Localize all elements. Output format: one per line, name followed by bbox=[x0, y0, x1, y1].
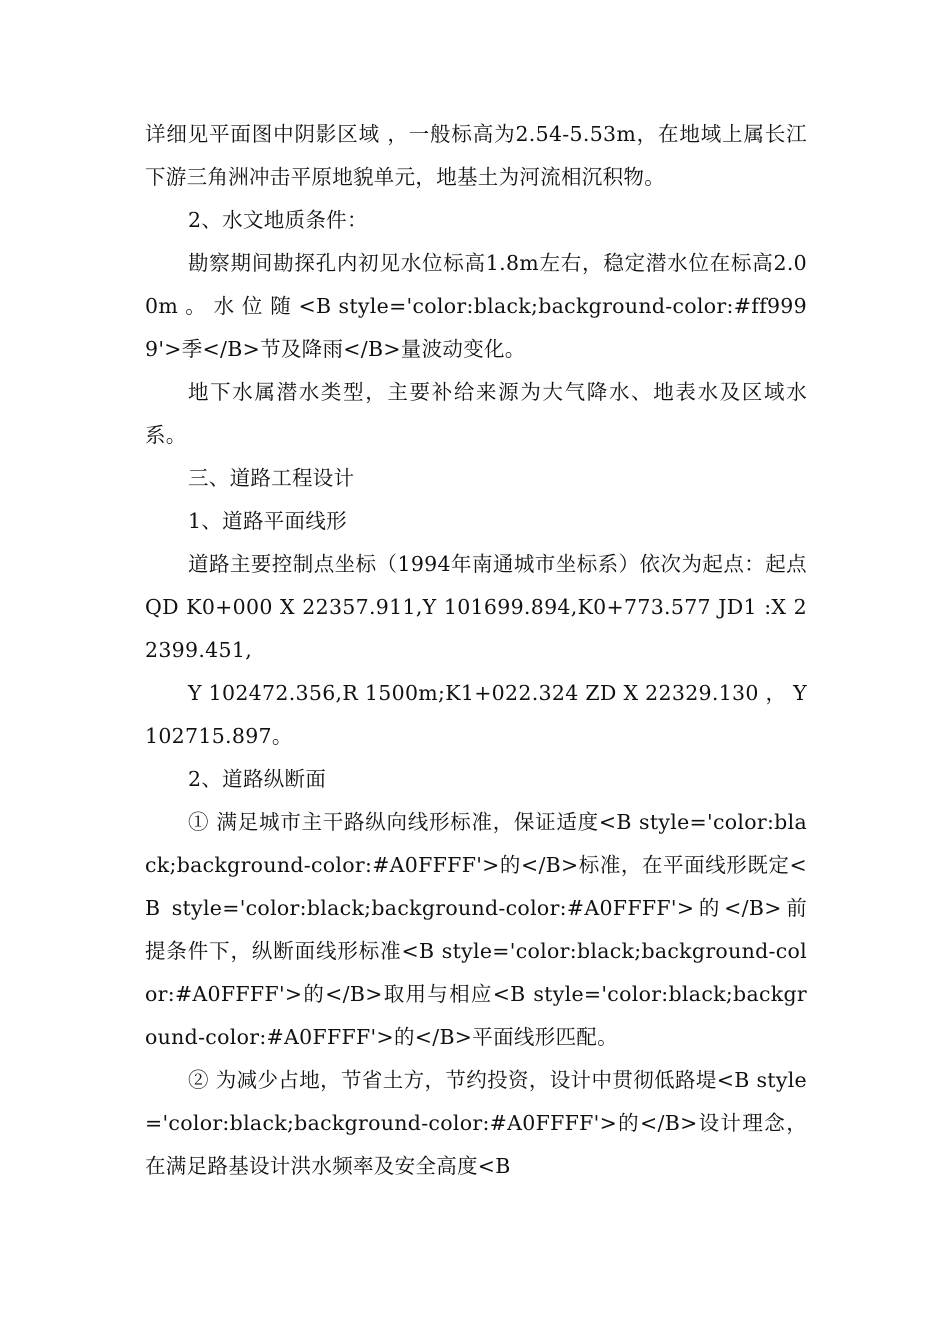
paragraph-control-points-continued: Y 102472.356,R 1500m;K1+022.324 ZD X 22329.130 ， Y 102715.897。 bbox=[145, 681, 807, 748]
heading-hydrogeology: 2、水文地质条件： bbox=[188, 208, 368, 232]
paragraph-groundwater-type: 地下水属潜水类型，主要补给来源为大气降水、地表水及区域水系。 bbox=[145, 380, 807, 447]
heading-plan-alignment: 1、道路平面线形 bbox=[188, 509, 347, 533]
paragraph-water-level: 勘察期间勘探孔内初见水位标高1.8m左右，稳定潜水位在标高2.00m 。 水 位 随 <B style='color:black;background-color:#ff9999'>季</B>节及降雨</B>量波动变化。 bbox=[145, 251, 807, 361]
paragraph-site-elevation: 详细见平面图中阴影区域 ，一般标高为2.54-5.53m，在地域上属长江下游三角洲冲击平原地貌单元，地基土为河流相沉积物。 bbox=[145, 122, 807, 189]
document-body bbox=[145, 113, 807, 1188]
paragraph-control-points: 道路主要控制点坐标（1994年南通城市坐标系）依次为起点：起点 QD K0+000 X 22357.911,Y 101699.894,K0+773.577 JD1 :X 22399.451, bbox=[145, 552, 807, 662]
paragraph-low-embankment: ② 为减少占地，节省土方，节约投资，设计中贯彻低路堤<B style='color:black;background-color:#A0FFFF'>的</B>设计理念，在满足路基设计洪水频率及安全高度<B bbox=[145, 1068, 807, 1178]
paragraph-profile-standard: ① 满足城市主干路纵向线形标准，保证适度<B style='color:black;background-color:#A0FFFF'>的</B>标准，在平面线形既定<B style='color:black;background-color:#A0FFFF'>的</B>前提条件下，纵断面线形标准<B style='color:black;background-color:#A0FFFF'>的</B>取用与相应<B style='color:black;background-color:#A0FFFF'>的</B>平面线形匹配。 bbox=[145, 810, 807, 1049]
heading-road-design: 三、道路工程设计 bbox=[188, 466, 355, 490]
heading-longitudinal-profile: 2、道路纵断面 bbox=[188, 767, 327, 791]
